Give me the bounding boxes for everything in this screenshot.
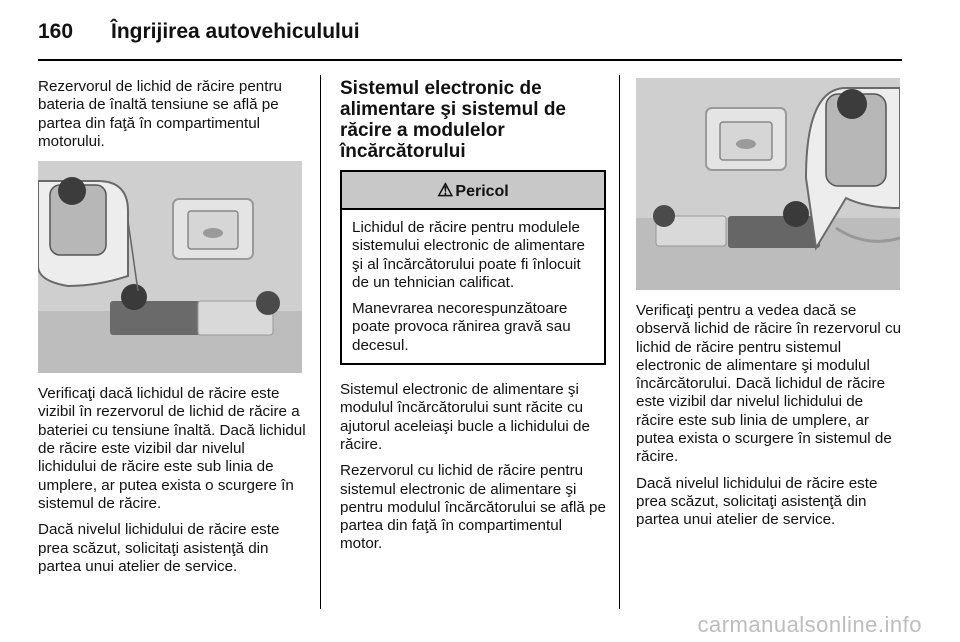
page-header: [38, 12, 900, 52]
intro-paragraph: Rezervorul de lichid de răcire pentru bateria de înaltă tensiune se află pe partea din faţă în compartimentul motorului.: [38, 78, 282, 150]
danger-paragraph-2: Manevrarea necorespunzătoare poate provoca rănirea gravă sau decesul.: [352, 300, 571, 354]
danger-box: [340, 170, 606, 365]
power-electronics-reservoir-figure: [636, 78, 900, 290]
engine-bay-illustration-2: [636, 78, 900, 290]
watermark: carmanualsonline.info: [697, 612, 922, 637]
column-divider-right: [619, 75, 620, 609]
col3-check-paragraph: Verificaţi pentru a vedea dacă se observă lichid de răcire în rezervorul cu lichid de răcire pentru sistemul electronic de alimentare şi modulul încărcătorului. Dacă lichidul de răcire este vizibil dar nivelul lichidului de răcire este sub linia de umplere, ar putea exista o scurgere în sistemul de răcire.: [636, 302, 902, 466]
page-title: Îngrijirea autovehiculului: [111, 20, 360, 43]
col3-service-paragraph: Dacă nivelul lichidului de răcire este prea scăzut, solicitaţi asistenţă din partea unui atelier de service.: [636, 474, 878, 529]
danger-body: [342, 210, 604, 363]
header-rule: [38, 59, 902, 61]
col1-service-paragraph: Dacă nivelul lichidului de răcire este prea scăzut, solicitaţi asistenţă din partea unui atelier de service.: [38, 521, 280, 575]
section-title: Sistemul electronic de alimentare şi sistemul de răcire a modulelor încărcătorului: [340, 78, 566, 162]
column-1: [38, 78, 306, 584]
danger-paragraph-1: Lichidul de răcire pentru modulele sistemului electronic de alimentare şi al încărcătorului poate fi înlocuit de un tehnician calificat.: [352, 219, 585, 291]
col2-reservoir-paragraph: Rezervorul cu lichid de răcire pentru sistemul electronic de alimentare şi pentru modulul încărcătorului se află pe partea din faţă în compartimentul motor.: [340, 462, 606, 553]
column-3: [636, 78, 902, 538]
page-number: 160: [38, 20, 74, 43]
danger-heading: Pericol: [455, 183, 509, 200]
svg-text:ᅟ: ᅟ: [58, 238, 68, 250]
danger-header: [342, 172, 604, 210]
warning-triangle-icon: ⚠: [437, 180, 454, 200]
column-2: [340, 78, 606, 562]
col1-check-paragraph: Verificaţi dacă lichidul de răcire este vizibil în rezervorul de lichid de răcire a bateriei cu tensiune înaltă. Dacă lichidul de răcire este vizibil dar nivelul lichidului de răcire este sub linia de umplere, ar putea exista o scurgere în sistemul de răcire.: [38, 385, 306, 512]
column-divider-left: [320, 75, 321, 609]
col2-cooling-paragraph: Sistemul electronic de alimentare şi modulul încărcătorului sunt răcite cu ajutorul aceleiaşi bucle a lichidului de răcire.: [340, 381, 590, 453]
engine-bay-illustration: [38, 161, 302, 373]
battery-coolant-reservoir-figure: [38, 161, 302, 373]
